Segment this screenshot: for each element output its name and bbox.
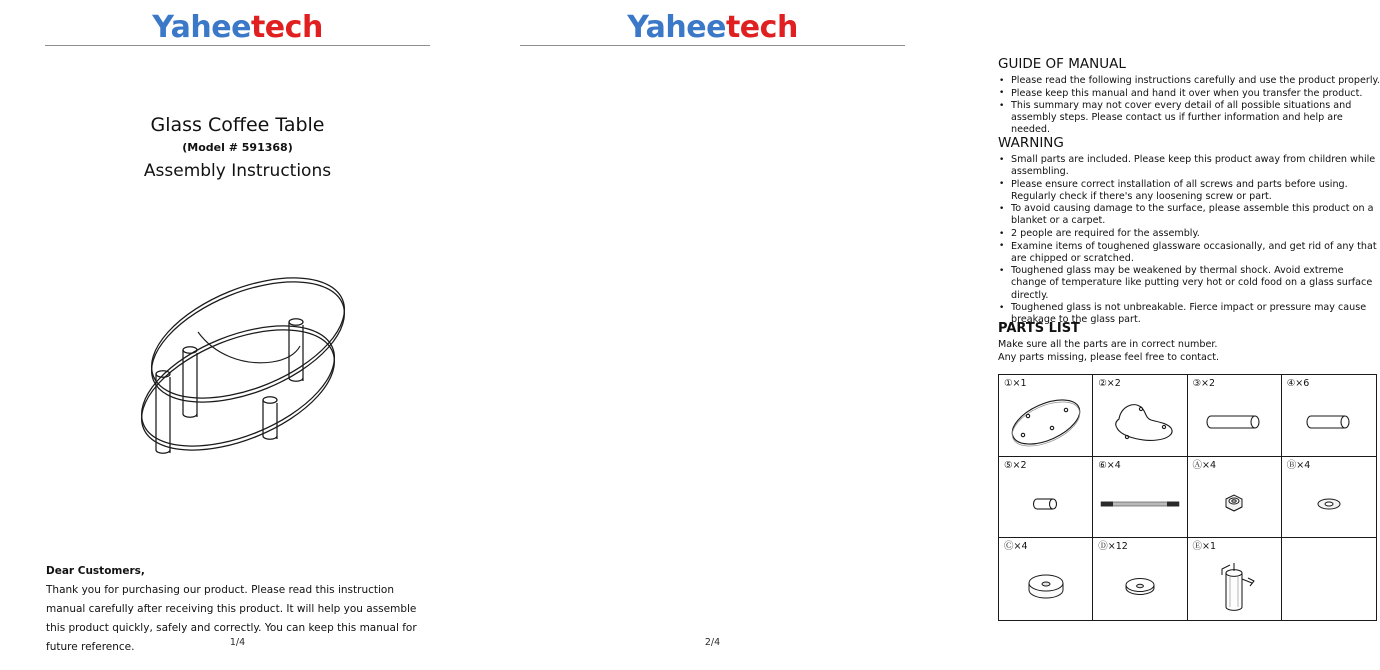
stub-tube-icon bbox=[1001, 473, 1090, 536]
part-qty: ×2 bbox=[1201, 378, 1216, 389]
flat-washer-icon bbox=[1284, 473, 1374, 536]
part-id: Ⓑ bbox=[1286, 459, 1297, 471]
parts-list-heading: PARTS LIST bbox=[998, 321, 1080, 336]
parts-note-line-1: Make sure all the parts are in correct number. bbox=[998, 339, 1218, 350]
part-qty: ×12 bbox=[1107, 541, 1128, 553]
guide-bullet-item: • Please read the following instructions carefully and use the product properly. bbox=[998, 75, 1380, 87]
brand-logo-secondary: tech bbox=[250, 10, 323, 45]
manual-page-cover bbox=[0, 0, 475, 670]
part-qty: ×2 bbox=[1012, 459, 1027, 471]
part-label bbox=[1098, 460, 1121, 472]
customer-note-heading: Dear Customers, bbox=[46, 565, 145, 577]
part-label bbox=[1004, 460, 1027, 472]
part-qty: ×2 bbox=[1106, 378, 1121, 389]
part-label bbox=[1193, 541, 1217, 553]
brand-logo-primary: Yahee bbox=[152, 10, 251, 45]
part-cell bbox=[999, 375, 1093, 457]
part-id: ③ bbox=[1192, 378, 1202, 389]
part-cell bbox=[1282, 457, 1376, 539]
parts-list-table bbox=[998, 374, 1377, 621]
part-id: Ⓔ bbox=[1192, 541, 1203, 553]
part-cell-empty bbox=[1282, 538, 1376, 620]
cover-title-block bbox=[0, 112, 475, 184]
part-qty: ×4 bbox=[1202, 459, 1217, 471]
guide-of-manual-section bbox=[998, 56, 1380, 137]
warning-bullet-item: • To avoid causing damage to the surface, please assemble this product on a blanket or a carpet. bbox=[998, 203, 1380, 227]
warning-bullet-list bbox=[998, 154, 1380, 326]
part-cell bbox=[1282, 375, 1376, 457]
brand-logo-primary: Yahee bbox=[627, 10, 726, 45]
parts-list-section bbox=[998, 320, 1380, 364]
page-number-right: 2/4 bbox=[704, 637, 721, 648]
part-id: ⑤ bbox=[1004, 459, 1013, 471]
part-id: ④ bbox=[1286, 378, 1296, 389]
part-qty: ×4 bbox=[1106, 459, 1121, 471]
part-label bbox=[1287, 378, 1310, 390]
page-number-left: 1/4 bbox=[229, 637, 246, 648]
brand-header-right bbox=[520, 12, 905, 48]
part-cell bbox=[999, 457, 1093, 539]
guide-bullet-item: • Please keep this manual and hand it over when you transfer the product. bbox=[998, 88, 1380, 100]
rubber-pad-thin-icon bbox=[1095, 554, 1184, 618]
part-cell bbox=[999, 538, 1093, 620]
part-id: ⑥ bbox=[1098, 459, 1107, 471]
oval-glass-top-icon bbox=[1001, 391, 1090, 454]
part-cell bbox=[1093, 538, 1187, 620]
guide-bullet-list bbox=[998, 75, 1380, 136]
part-cell bbox=[1093, 375, 1187, 457]
part-qty: ×6 bbox=[1295, 378, 1310, 389]
leg-back-right bbox=[289, 319, 303, 381]
brand-header-left bbox=[45, 12, 430, 48]
part-label bbox=[1193, 460, 1217, 472]
brand-logo bbox=[45, 12, 430, 44]
part-label bbox=[1098, 378, 1121, 390]
brand-logo bbox=[520, 12, 905, 44]
rubber-pad-thick-icon bbox=[1001, 554, 1090, 618]
warning-section bbox=[998, 135, 1380, 327]
warning-bullet-item: • Please ensure correct installation of all screws and parts before using. Regularly check if there's any loosening screw or part. bbox=[998, 179, 1380, 203]
part-id: ① bbox=[1004, 378, 1013, 389]
part-id: Ⓓ bbox=[1098, 541, 1108, 553]
customer-note-text: Thank you for purchasing our product. Please read this instruction manual carefully after receiving this product. It will help you assemble this product quickly, safely and correctly. You can keep this manual for future reference. bbox=[46, 584, 417, 653]
product-illustration bbox=[120, 250, 370, 465]
part-label bbox=[1004, 378, 1027, 390]
warning-heading: WARNING bbox=[998, 135, 1064, 151]
guide-bullet-item: • This summary may not cover every detail of all possible situations and assembly steps. Please contact us if further information and help are needed. bbox=[998, 100, 1380, 136]
short-tube-leg-icon bbox=[1190, 391, 1279, 454]
part-label bbox=[1287, 460, 1311, 472]
part-id: Ⓒ bbox=[1004, 541, 1014, 553]
product-model-number: (Model # 591368) bbox=[182, 141, 293, 154]
part-cell bbox=[1093, 457, 1187, 539]
part-id: Ⓐ bbox=[1192, 459, 1203, 471]
warning-bullet-item: • Examine items of toughened glassware occasionally, and get rid of any that are chipped or scratched. bbox=[998, 241, 1380, 265]
part-label bbox=[1193, 378, 1216, 390]
part-label bbox=[1098, 541, 1128, 553]
product-title: Glass Coffee Table bbox=[150, 114, 325, 136]
part-label bbox=[1004, 541, 1028, 553]
curved-glass-shelf-icon bbox=[1095, 391, 1184, 454]
part-id: ② bbox=[1098, 378, 1107, 389]
allen-wrench-tool-icon bbox=[1190, 554, 1279, 618]
long-threaded-rod-icon bbox=[1095, 473, 1184, 536]
warning-bullet-item: • Toughened glass may be weakened by thermal shock. Avoid extreme change of temperature like putting very hot or cold food on a glass surface directly. bbox=[998, 265, 1380, 301]
hex-nut-icon bbox=[1190, 473, 1279, 536]
part-cell bbox=[1188, 538, 1282, 620]
part-qty: ×4 bbox=[1013, 541, 1028, 553]
parts-note-line-2: Any parts missing, please feel free to contact. bbox=[998, 351, 1220, 363]
manual-page-guide-parts bbox=[475, 0, 1380, 670]
warning-bullet-item: • 2 people are required for the assembly. bbox=[998, 228, 1380, 240]
warning-bullet-item: • Toughened glass is not unbreakable. Fierce impact or pressure may cause breakage to the glass part. bbox=[998, 302, 1380, 326]
part-qty: ×1 bbox=[1202, 541, 1217, 553]
part-qty: ×1 bbox=[1012, 378, 1027, 389]
brand-divider-rule bbox=[45, 45, 430, 46]
document-subtitle: Assembly Instructions bbox=[143, 161, 332, 181]
short-tube-leg-icon bbox=[1284, 391, 1374, 454]
part-cell bbox=[1188, 375, 1282, 457]
guide-heading: GUIDE OF MANUAL bbox=[998, 56, 1126, 72]
part-qty: ×4 bbox=[1296, 459, 1311, 471]
brand-logo-secondary: tech bbox=[725, 10, 798, 45]
warning-bullet-item: • Small parts are included. Please keep this product away from children while assembling. bbox=[998, 154, 1380, 178]
part-cell bbox=[1188, 457, 1282, 539]
inner-shelf-edge bbox=[198, 332, 300, 363]
brand-divider-rule bbox=[520, 45, 905, 46]
